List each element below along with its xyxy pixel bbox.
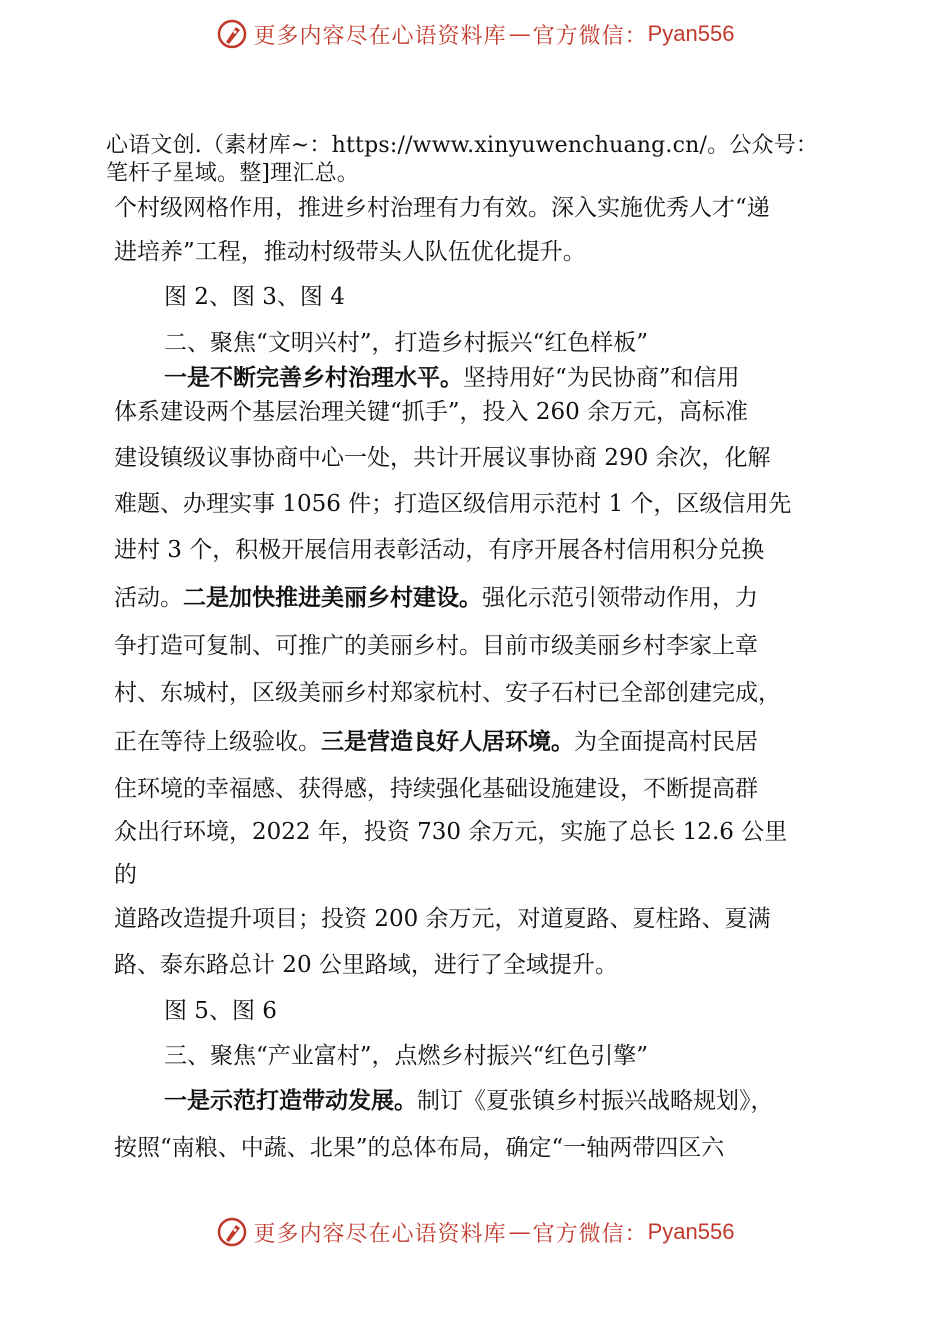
body-text: 坚持用好“为民协商”和信用 [463, 365, 740, 391]
section-heading-2: 二、聚焦“文明兴村”，打造乡村振兴“红色样板” [164, 330, 649, 356]
pen-nib-icon [216, 1216, 248, 1248]
body-line [164, 1086, 774, 1116]
source-note-line-1: 心语文创.（素材库~：https://www.xinyuwenchuang.cn/。公众号： [106, 133, 819, 158]
body-text: 制订《夏张镇乡村振兴战略规划》， [417, 1088, 774, 1114]
body-line: 进培养”工程，推动村级带头人队伍优化提升。 [114, 239, 586, 265]
watermark-wechat-label: 官方微信： [532, 23, 648, 49]
bold-lead-4: 一是示范打造带动发展。 [164, 1088, 417, 1114]
body-line [114, 727, 758, 757]
body-line: 道路改造提升项目；投资 200 余万元，对道夏路、夏柱路、夏满 [114, 906, 771, 932]
watermark-separator: — [508, 21, 531, 47]
body-text: 正在等待上级验收。 [114, 729, 321, 755]
bold-lead-3: 三是营造良好人居环境。 [321, 729, 574, 755]
bold-lead-1: 一是不断完善乡村治理水平。 [164, 365, 463, 391]
body-text: 为全面提高村民居 [574, 729, 758, 755]
figure-reference: 图 5、图 6 [164, 998, 277, 1024]
body-line: 众出行环境，2022 年，投资 730 余万元，实施了总长 12.6 公里 [114, 819, 788, 845]
watermark-wechat-id: Pyan556 [647, 1219, 735, 1244]
body-line: 住环境的幸福感、获得感，持续强化基础设施建设，不断提高群 [114, 776, 758, 802]
source-note-line-2: 笔杆子星域。整]理汇总。 [106, 161, 359, 186]
body-text: 活动。 [114, 585, 183, 611]
watermark-banner-top [0, 14, 950, 54]
body-line: 体系建设两个基层治理关键“抓手”，投入 260 余万元，高标准 [114, 399, 749, 425]
watermark-banner-bottom [0, 1212, 950, 1252]
body-line: 的 [114, 862, 137, 888]
body-line: 争打造可复制、可推广的美丽乡村。目前市级美丽乡村李家上章 [114, 633, 758, 659]
body-line [114, 583, 758, 613]
section-heading-3: 三、聚焦“产业富村”，点燃乡村振兴“红色引擎” [164, 1043, 649, 1069]
body-line: 村、东城村，区级美丽乡村郑家杭村、安子石村已全部创建完成， [114, 680, 781, 706]
watermark-wechat-id: Pyan556 [647, 21, 735, 46]
figure-reference: 图 2、图 3、图 4 [164, 284, 345, 310]
bold-lead-2: 二是加快推进美丽乡村建设。 [183, 585, 482, 611]
body-line: 建设镇级议事协商中心一处，共计开展议事协商 290 余次，化解 [114, 445, 771, 471]
pen-nib-icon [216, 18, 248, 50]
body-line: 进村 3 个，积极开展信用表彰活动，有序开展各村信用积分兑换 [114, 537, 765, 563]
watermark-text: 更多内容尽在心语资料库 [253, 1221, 507, 1247]
body-line: 路、泰东路总计 20 公里路域，进行了全域提升。 [114, 952, 618, 978]
watermark-wechat-label: 官方微信： [532, 1221, 648, 1247]
body-line [164, 363, 740, 393]
watermark-separator: — [508, 1219, 531, 1245]
body-line: 按照“南粮、中蔬、北果”的总体布局，确定“一轴两带四区六 [114, 1135, 725, 1161]
body-line: 个村级网格作用，推进乡村治理有力有效。深入实施优秀人才“递 [114, 195, 770, 221]
body-line: 难题、办理实事 1056 件；打造区级信用示范村 1 个，区级信用先 [114, 491, 792, 517]
watermark-text: 更多内容尽在心语资料库 [253, 23, 507, 49]
body-text: 强化示范引领带动作用，力 [482, 585, 758, 611]
